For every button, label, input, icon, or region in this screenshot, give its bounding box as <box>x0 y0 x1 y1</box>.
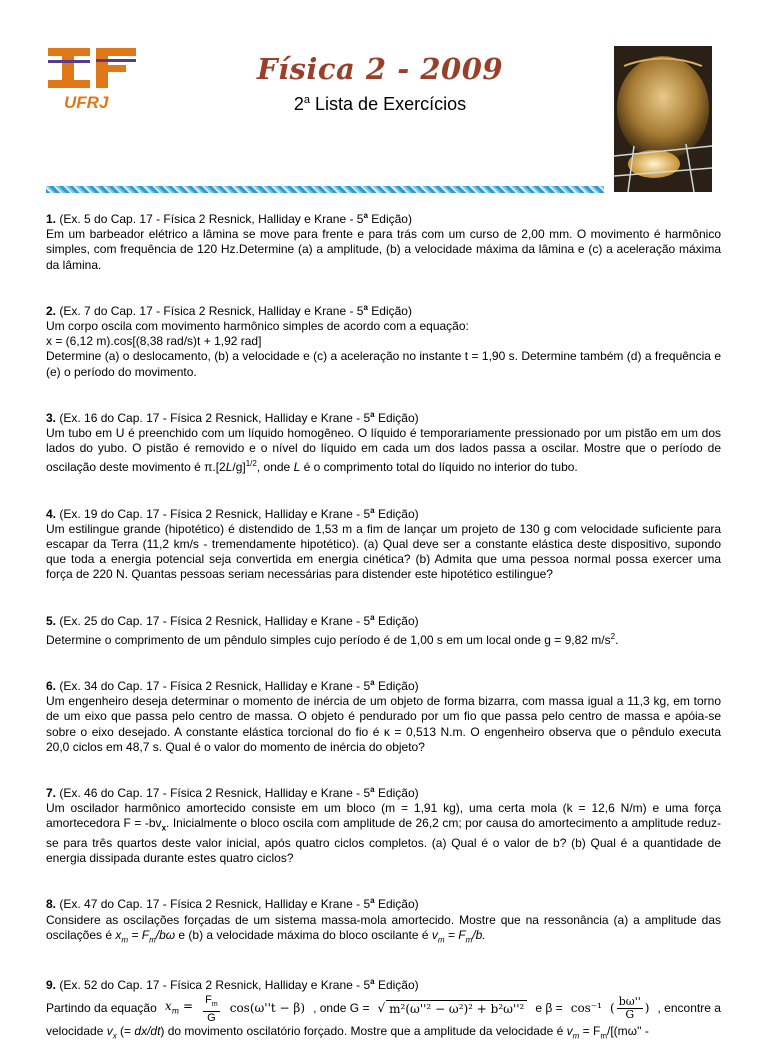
exercise-7: 7. (Ex. 46 do Cap. 17 - Física 2 Resnick, Halliday e Krane - 5$^a$ Edição) Um oscilador harmônico amortecido consiste em um bloco (m = 1,91 kg), uma certa mola (k = 12,6 N/m) e uma força amortecedora $F = -bv_x$. Inicialmente o bloco oscila com amplitude de 26,2 cm; por causa do amortecimento a amplitude reduz-se para três quartos deste valor inicial, após quatro ciclos completos. (a) Qual é o valor de b? (b) Qual é a quantidade de energia dissipada durante estes quatro ciclos? <box>46 785 721 866</box>
logo-text: UFRJ <box>64 93 109 112</box>
exercise-text: Determine (a) o deslocamento, (b) a velocidade e (c) a aceleração no instante t = 1,90 s. Determine também (d) a frequência e (e) o período do movimento. <box>46 349 721 379</box>
page-subtitle: 2$^a$ Lista de Exercícios <box>293 94 467 114</box>
exercise-text: Um oscilador harmônico amortecido consiste em um bloco (m = 1,91 kg), uma certa mola (k = 12,6 N/m) e uma força amortecedora $F = -bv_x$. Inicialmente o bloco oscila com amplitude de 26,2 cm; por causa do amortecimento a amplitude reduz-se para três quartos deste valor inicial, após quatro ciclos completos. (a) Qual é o valor de b? (b) Qual é a quantidade de energia dissipada durante estes quatro ciclos? <box>46 801 721 866</box>
exercise-text: Um tubo em U é preenchido com um líquido homogêneo. O líquido é temporariamente pressionado por um pistão em um dos lados do yubo. O pistão é removido e o nível do líquido em cada um dos lados passa a oscilar. Mostre que o período de oscilação deste movimento é $\pi.[2L/g]^{1/2}$, onde L é o comprimento total do líquido no interior do tubo. <box>46 426 721 475</box>
header-photo <box>614 46 712 192</box>
exercise-8: 8. (Ex. 47 do Cap. 17 - Física 2 Resnick, Halliday e Krane - 5$^a$ Edição) Considere as oscilações forçadas de um sistema massa-mola amortecido. Mostre que na ressonância (a) a amplitude das oscilações é $x_m = F_m/b\omega$ e (b) a velocidade máxima do bloco oscilante é $v_m = F_m/b$. <box>46 893 721 947</box>
exercise-2: 2. (Ex. 7 do Cap. 17 - Física 2 Resnick, Halliday e Krane - 5$^a$ Edição) Um corpo oscila com movimento harmônico simples de acordo com a equação: x = (6,12 m).cos[(8,38 rad/s)t + 1,92 rad] Determine (a) o deslocamento, (b) a velocidade e (c) a aceleração no instante t = 1,90 s. Determine também (d) a frequência e (e) o período do movimento. <box>46 302 721 379</box>
exercise-6: 6. (Ex. 34 do Cap. 17 - Física 2 Resnick, Halliday e Krane - 5$^a$ Edição) Um engenheiro deseja determinar o momento de inércia de um objeto de forma bizarra, com massa igual a 11,3 kg, em torno de um eixo que passa pelo centro de massa. O objeto é pendurado por um fio que passa pelo centro de massa e apóia-se sobre o eixo desejado. A constante elástica torcional do fio é κ = 0,513 N.m. O engenheiro observa que o pêndulo executa 20,0 ciclos em 48,7 s. Qual é o valor do momento de inércia do objeto? <box>46 678 721 754</box>
exercise-1: 1. (Ex. 5 do Cap. 17 - Física 2 Resnick, Halliday e Krane - 5$^a$ Edição) Em um barbeador elétrico a lâmina se move para frente e para trás com um curso de 2,00 mm. O movimento é harmônico simples, com frequência de 120 Hz.Determine (a) a amplitude, (b) a velocidade máxima da lâmina e (c) a aceleração máxima da lâmina. <box>46 211 721 272</box>
exercise-text: Considere as oscilações forçadas de um sistema massa-mola amortecido. Mostre que na ressonância (a) a amplitude das oscilações é $x_m = F_m/b\omega$ e (b) a velocidade máxima do bloco oscilante é $v_m = F_m/b$. <box>46 912 721 945</box>
fraction-bw-g: $\frac{b\omega''}{G}$ <box>618 995 641 1022</box>
fraction-fm-g: $\frac{F_m}{G}$ <box>205 993 218 1024</box>
exercise-text: Um estilingue grande (hipotético) é distendido de 1,53 m a fim de lançar um projeto de 130 g com velocidade suficiente para escapar da Terra (11,2 km/s - tremendamente hipotético). (a) Qual deve ser a constante elástica deste dispositivo, supondo que toda a energia potencial seja convertida em energia cinética? (b) Admita que uma pessoa normal possa exercer uma força de 220 N. Quantas pessoas seriam necessárias para distender este hipotético estilingue? <box>46 521 721 582</box>
exercise-text: velocidade $v_x$ (= dx/dt) do movimento oscilatório forçado. Mostre que a amplitude da velocidade é $v_m = F_m/[(m\omega''$ - <box>46 1023 649 1041</box>
exercise-4: 4. (Ex. 19 do Cap. 17 - Física 2 Resnick, Halliday e Krane - 5$^a$ Edição) Um estilingue grande (hipotético) é distendido de 1,53 m a fim de lançar um projeto de 130 g com velocidade suficiente para escapar da Terra (11,2 km/s - tremendamente hipotético). (a) Qual deve ser a constante elástica deste dispositivo, supondo que toda a energia potencial seja convertida em energia cinética? (b) Admita que uma pessoa normal possa exercer uma força de 220 N. Quantas pessoas seriam necessárias para distender este hipotético estilingue? <box>46 505 721 582</box>
exercise-text: Em um barbeador elétrico a lâmina se move para frente e para trás com um curso de 2,00 mm. O movimento é harmônico simples, com frequência de 120 Hz.Determine (a) a amplitude, (b) a velocidade máxima da lâmina e (c) a aceleração máxima da lâmina. <box>46 227 721 272</box>
exercise-list <box>46 208 721 1043</box>
header-divider-band <box>46 186 604 193</box>
exercise-text: Um corpo oscila com movimento harmônico simples de acordo com a equação: <box>46 319 469 334</box>
exercise-3: 3. (Ex. 16 do Cap. 17 - Física 2 Resnick, Halliday e Krane - 5$^a$ Edição) Um tubo em U é preenchido com um líquido homogêneo. O líquido é temporariamente pressionado por um pistão em um dos lados do yubo. O pistão é removido e o nível do líquido em cada um dos lados passa a oscilar. Mostre que o período de oscilação deste movimento é $\pi.[2L/g]^{1/2}$, onde L é o comprimento total do líquido no interior do tubo. <box>46 409 721 475</box>
exercise-text: Determine o comprimento de um pêndulo simples cujo período é de 1,00 s em um local onde g = 9,82 $m/s^2$. <box>46 631 619 647</box>
exercise-9: 9. (Ex. 52 do Cap. 17 - Física 2 Resnick, Halliday e Krane - 5$^a$ Edição) Partindo da equação $x_m$ = $\frac{F_m}{G}$ cos(ω''t − β) , onde G = √ m²(ω''² − ω²)² + b²ω''² e β = cos⁻¹ ( $\frac{b\omega''}{G}$ ) , encontre a velocidade $v_x$ (= dx/dt) do movimento oscilatório forçado. Mostre que a amplitude da velocidade é $v_m = F_m/[(m\omega''$ - <box>46 974 721 1043</box>
exercise-5: 5. (Ex. 25 do Cap. 17 - Física 2 Resnick, Halliday e Krane - 5$^a$ Edição) Determine o comprimento de um pêndulo simples cujo período é de 1,00 s em um local onde g = 9,82 $m/s^2$. <box>46 610 721 648</box>
exercise-equation-line: Partindo da equação $x_m$ = $\frac{F_m}{G}$ cos(ω''t − β) , onde G = √ m²(ω''² − ω²)² + b²ω''² e β = cos⁻¹ ( $\frac{b\omega''}{G}$ ) , encontre a <box>46 993 721 1024</box>
ufrj-logo <box>44 46 144 116</box>
page-title: Física 2 - 2009 <box>256 52 504 86</box>
exercise-text: Um engenheiro deseja determinar o momento de inércia de um objeto de forma bizarra, com massa igual a 11,3 kg, em torno de um eixo que passa pelo centro de massa. O objeto é pendurado por um fio que passa pelo centro de massa e apóia-se sobre o eixo desejado. A constante elástica torcional do fio é κ = 0,513 N.m. O engenheiro observa que o pêndulo executa 20,0 ciclos em 48,7 s. Qual é o valor do momento de inércia do objeto? <box>46 694 721 754</box>
exercise-equation: x = (6,12 m).cos[(8,38 rad/s)t + 1,92 rad] <box>46 334 262 349</box>
